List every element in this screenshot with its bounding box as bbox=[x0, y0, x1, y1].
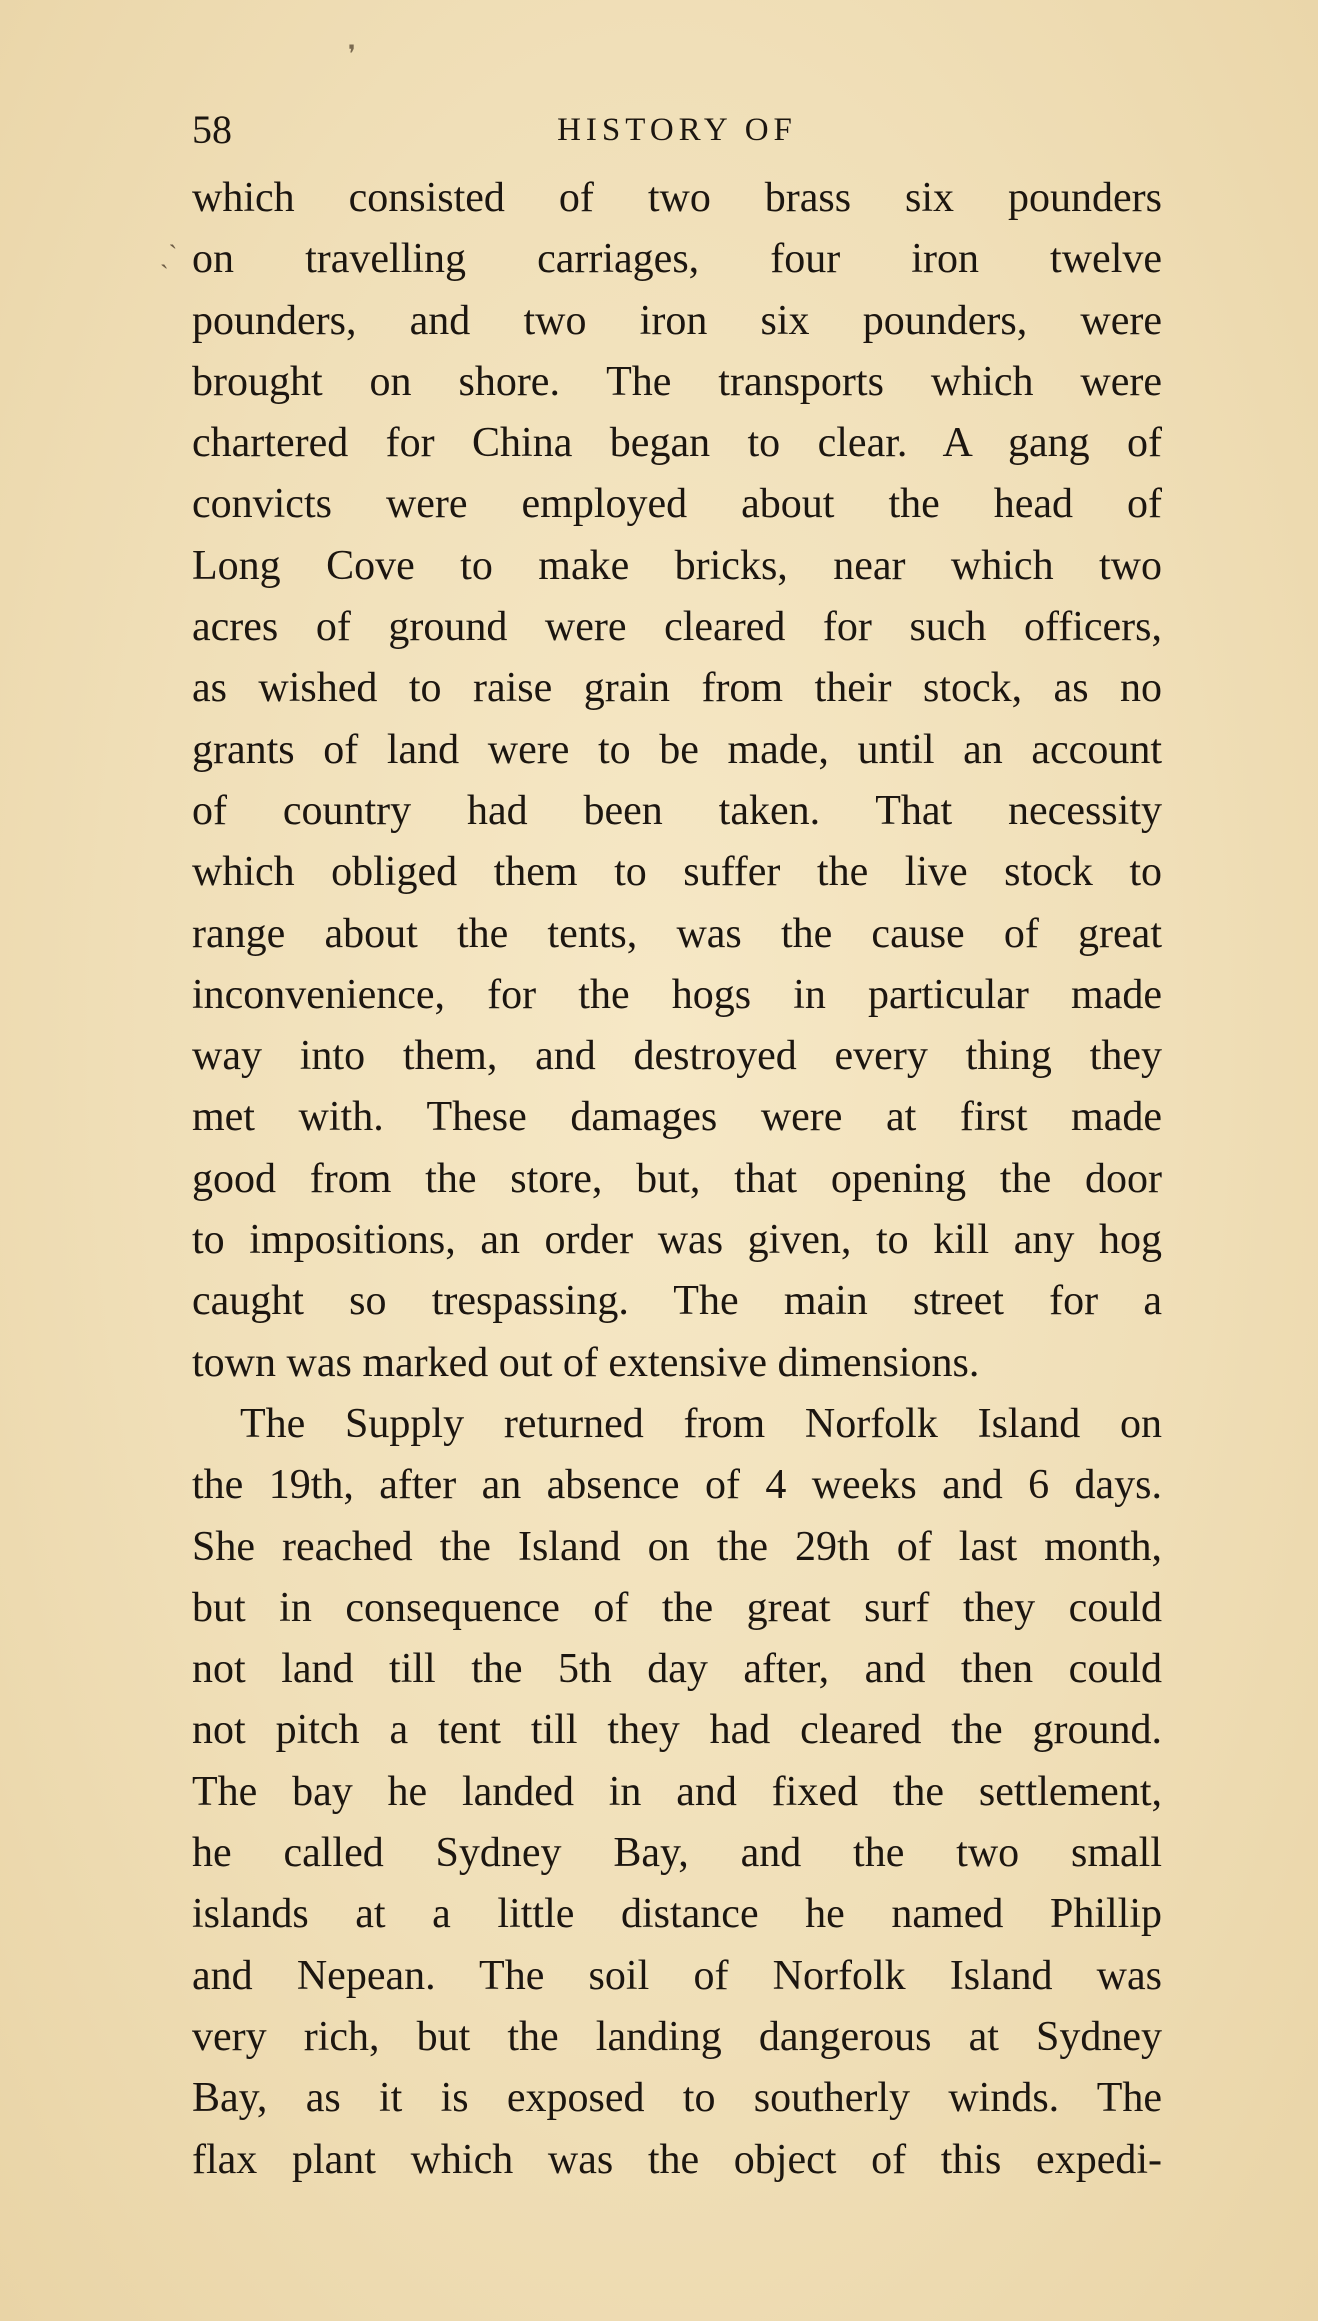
margin-mark: ˏ` bbox=[160, 240, 178, 269]
text-line: which consisted of two brass six pounders bbox=[192, 175, 1162, 221]
text-line: The Supply returned from Norfolk Island on bbox=[240, 1400, 1162, 1447]
text-line: brought on shore. The transports which were bbox=[192, 358, 1162, 405]
text-line: acres of ground were cleared for such officers, bbox=[192, 604, 1162, 651]
text-line: caught so trespassing. The main street for a bbox=[192, 1278, 1162, 1325]
text-line: range about the tents, was the cause of great bbox=[192, 910, 1162, 957]
text-line: and Nepean. The soil of Norfolk Island was bbox=[192, 1952, 1162, 1999]
text-line: met with. These damages were at first made bbox=[192, 1094, 1162, 1141]
text-line: the 19th, after an absence of 4 weeks and 6 days. bbox=[192, 1462, 1162, 1509]
text-line: not pitch a tent till they had cleared the ground. bbox=[192, 1707, 1162, 1754]
text-line: as wished to raise grain from their stock, as no bbox=[192, 665, 1162, 712]
text-line: The bay he landed in and fixed the settlement, bbox=[192, 1768, 1162, 1815]
text-line: he called Sydney Bay, and the two small bbox=[192, 1830, 1162, 1877]
text-line: Bay, as it is exposed to southerly winds. The bbox=[192, 2075, 1162, 2122]
text-line: of country had been taken. That necessity bbox=[192, 787, 1162, 834]
text-line: but in consequence of the great surf they could bbox=[192, 1584, 1162, 1631]
text-line: She reached the Island on the 29th of last month, bbox=[192, 1523, 1162, 1570]
text-line: inconvenience, for the hogs in particular made bbox=[192, 971, 1162, 1018]
text-line: which obliged them to suffer the live stock to bbox=[192, 849, 1162, 896]
text-line: grants of land were to be made, until an account bbox=[192, 726, 1162, 773]
text-line: very rich, but the landing dangerous at Sydney bbox=[192, 2013, 1162, 2060]
ink-speck: ❜ bbox=[348, 42, 356, 68]
text-line: way into them, and destroyed every thing they bbox=[192, 1033, 1162, 1080]
text-line: flax plant which was the object of this expedi- bbox=[192, 2136, 1162, 2183]
text-line: pounders, and two iron six pounders, were bbox=[192, 297, 1162, 344]
body-text bbox=[192, 168, 1162, 2191]
text-line: convicts were employed about the head of bbox=[192, 481, 1162, 528]
page-header bbox=[192, 108, 1162, 152]
text-line: not land till the 5th day after, and then could bbox=[192, 1646, 1162, 1693]
text-line: chartered for China began to clear. A gang of bbox=[192, 420, 1162, 467]
text-line: on travelling carriages, four iron twelve bbox=[192, 236, 1162, 283]
text-line: islands at a little distance he named Phillip bbox=[192, 1891, 1162, 1938]
text-line: Long Cove to make bricks, near which two bbox=[192, 542, 1162, 589]
text-line: town was marked out of extensive dimensions. bbox=[192, 1339, 980, 1386]
running-head: HISTORY OF bbox=[557, 112, 797, 148]
text-line: good from the store, but, that opening the door bbox=[192, 1155, 1162, 1202]
text-line: to impositions, an order was given, to kill any hog bbox=[192, 1217, 1162, 1264]
page-number: 58 bbox=[192, 107, 232, 152]
